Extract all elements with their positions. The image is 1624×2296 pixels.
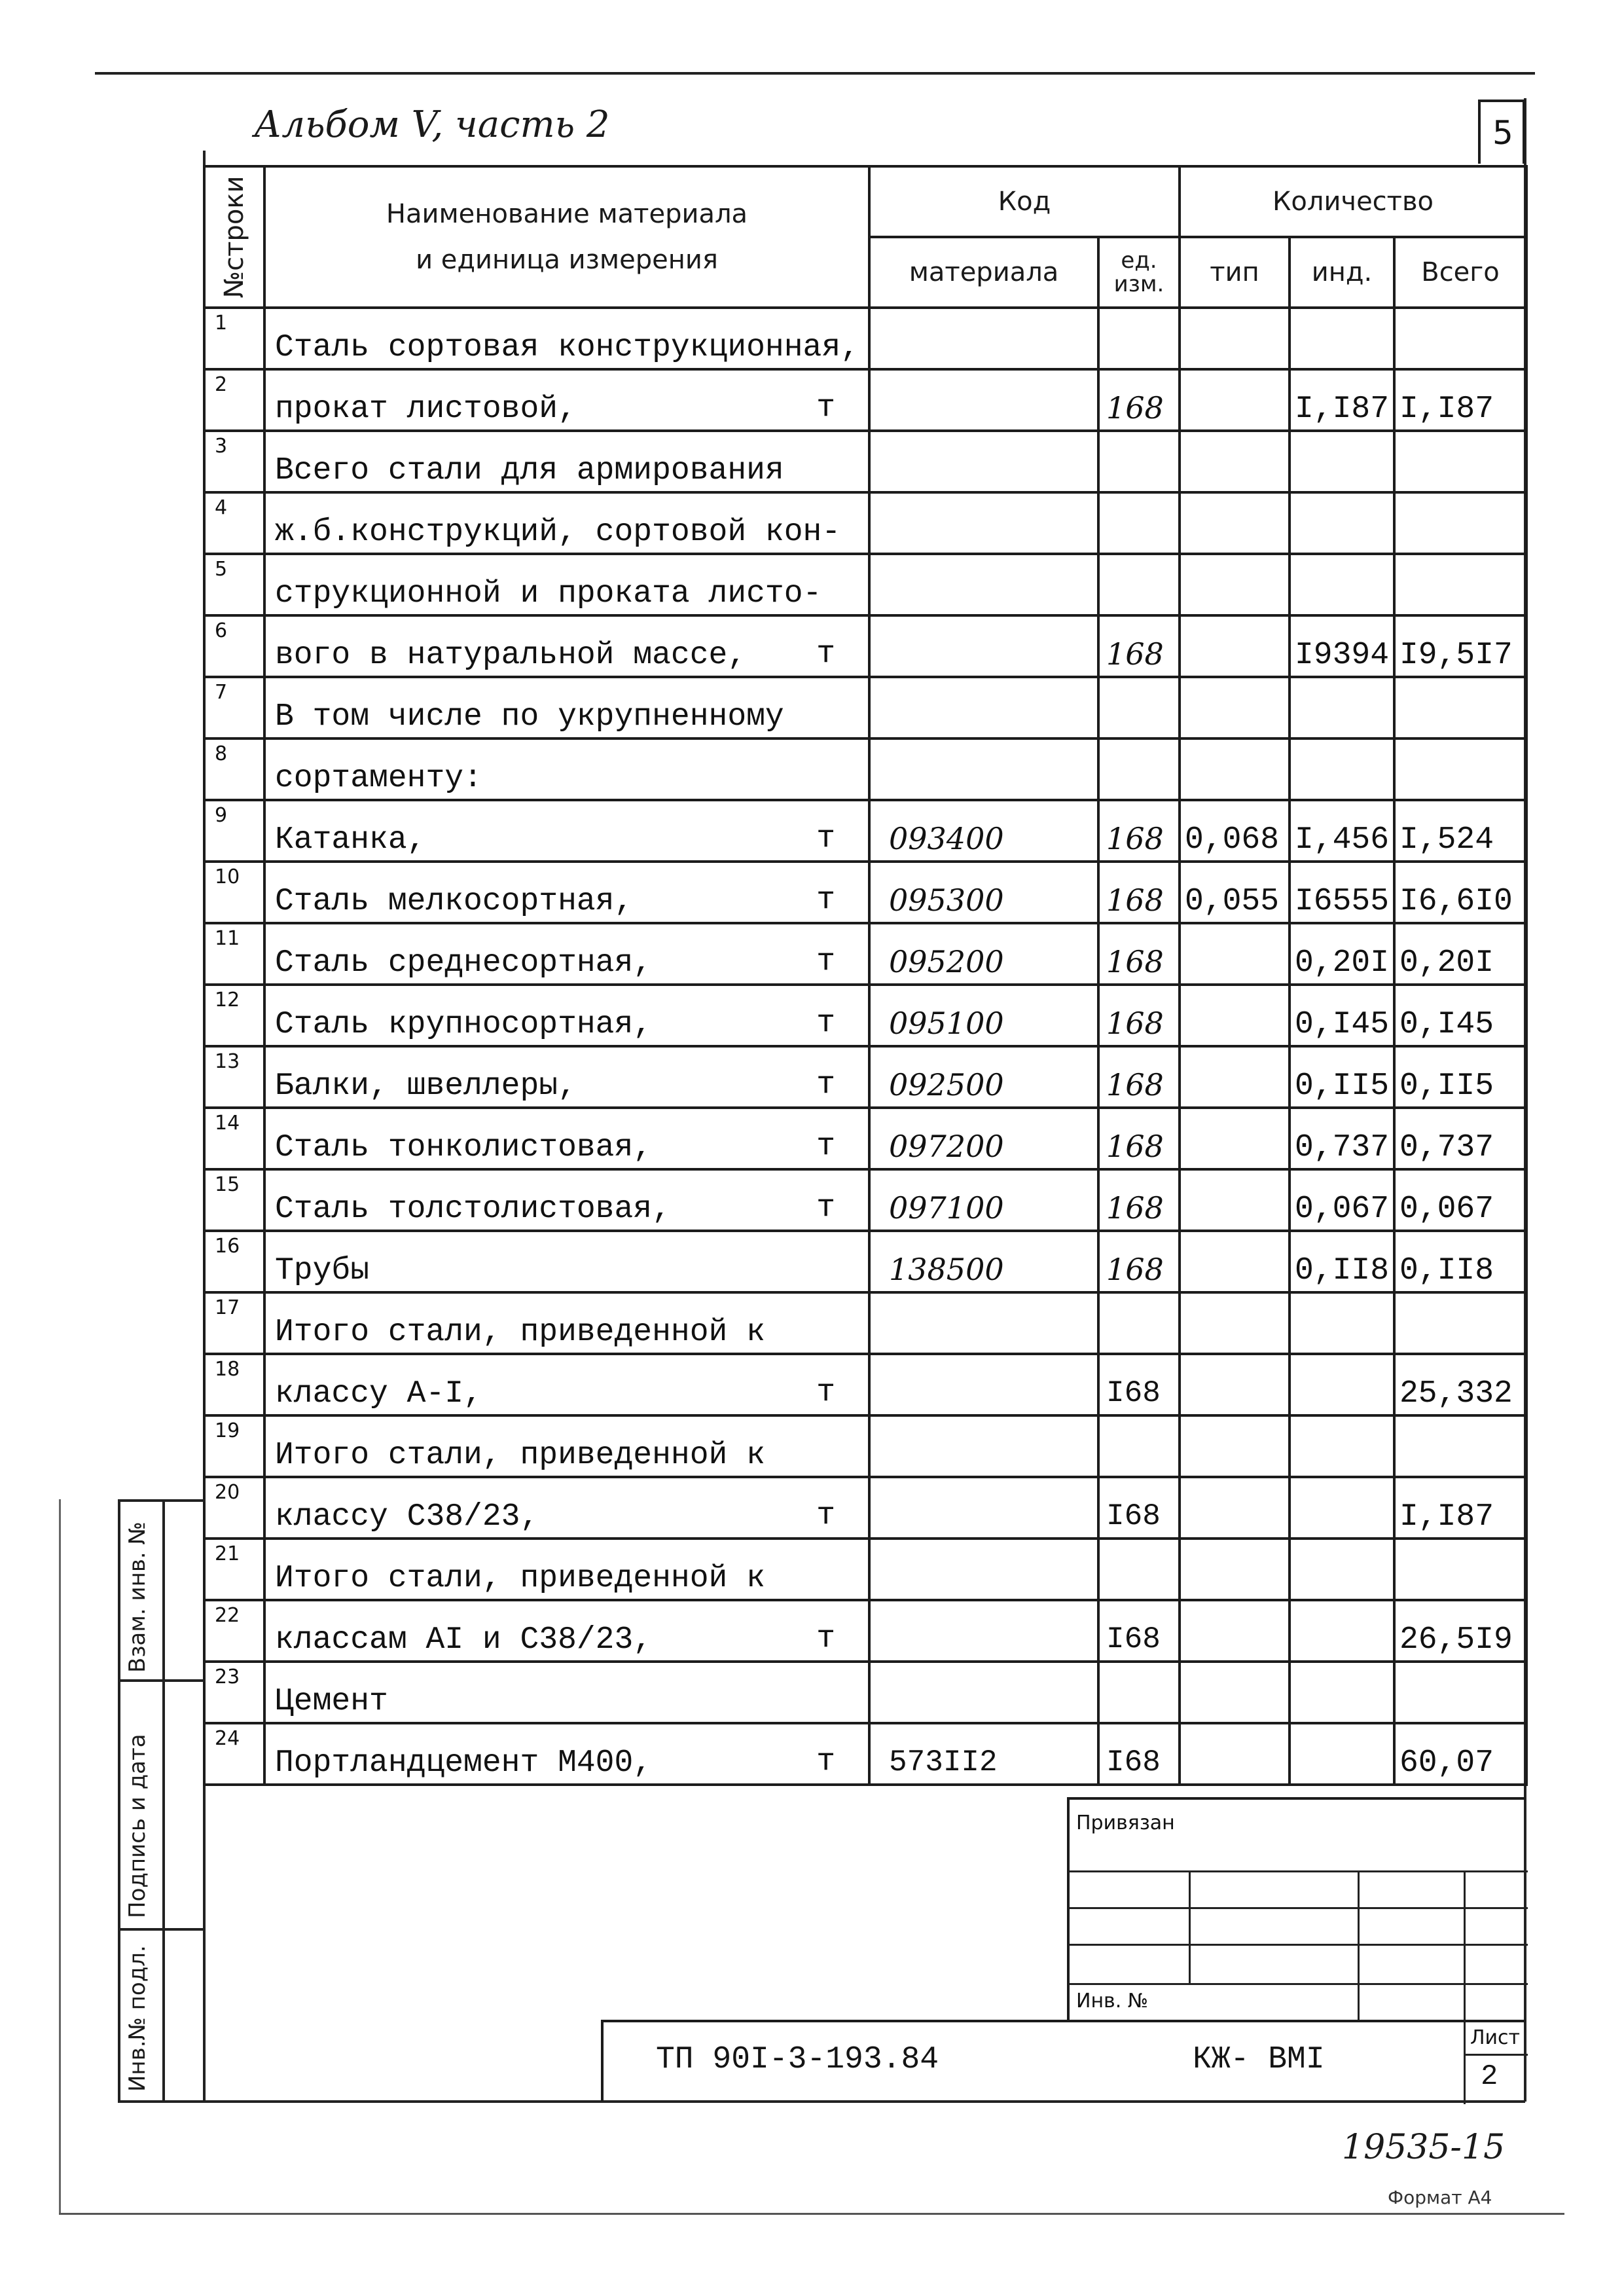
material-name: Сталь сортовая конструкционная, [275,330,859,365]
name-header [264,166,869,308]
material-code-cell [869,1477,1098,1539]
material-name: Итого стали, приведенной к [275,1438,765,1473]
table-row [204,1292,1526,1354]
table-row [204,1169,1526,1231]
total-qty-header: Всего [1394,237,1526,308]
material-name-cell [264,1292,869,1354]
material-name: сортаменту: [275,761,482,796]
material-code-cell: 095200 [869,923,1098,985]
designation-block [601,2020,1525,2102]
row-number-cell: 22 [204,1600,264,1662]
material-name: Всего стали для армирования [275,453,784,488]
sign-date-label: Подпись и дата [124,1734,151,1918]
material-name-cell [264,308,869,369]
unit-code-cell [1098,1539,1180,1600]
unit-mark: т [816,944,835,979]
material-name: Итого стали, приведенной к [275,1561,765,1596]
material-name: классу С38/23, [275,1499,539,1535]
material-name: Цемент [275,1684,388,1719]
unit-mark: т [816,883,835,918]
row-number-cell: 15 [204,1169,264,1231]
total-qty-cell: I,I87 [1394,369,1526,431]
type-qty-cell [1180,1046,1290,1108]
table-row [204,738,1526,800]
material-name-cell [264,1046,869,1108]
table-row [204,1108,1526,1169]
type-qty-cell [1180,738,1290,800]
material-code-cell: 573II2 [869,1723,1098,1785]
unit-mark: т [816,1375,835,1410]
total-qty-cell [1394,738,1526,800]
inv-no-label: Инв. № [1076,1990,1149,2013]
total-qty-cell: I,I87 [1394,1477,1526,1539]
individual-qty-cell [1290,1539,1394,1600]
material-code-cell [869,431,1098,492]
material-name-cell [264,1231,869,1292]
sheet-number: 2 [1481,2060,1498,2093]
table-row [204,862,1526,923]
unit-code-cell: I68 [1098,1600,1180,1662]
table-row [204,308,1526,369]
replace-inv-label: Взам. инв. № [124,1522,151,1673]
material-code-cell: 097100 [869,1169,1098,1231]
row-number-cell: 10 [204,862,264,923]
unit-code-cell: 168 [1098,615,1180,677]
row-number-cell: 2 [204,369,264,431]
individual-qty-cell: I6555 [1290,862,1394,923]
row-number-cell: 4 [204,492,264,554]
material-code-header: материала [869,237,1098,308]
individual-qty-cell [1290,738,1394,800]
total-qty-cell [1394,308,1526,369]
material-name-cell [264,431,869,492]
material-name-cell [264,1169,869,1231]
table-row [204,369,1526,431]
table-row [204,615,1526,677]
total-qty-cell: 0,067 [1394,1169,1526,1231]
table-row [204,1415,1526,1477]
individual-qty-cell [1290,1477,1394,1539]
material-code-cell [869,1600,1098,1662]
total-qty-cell: 0,II8 [1394,1231,1526,1292]
material-code-cell [869,308,1098,369]
unit-code-header: ед. изм. [1098,237,1180,308]
unit-code-cell: I68 [1098,1354,1180,1415]
material-name-cell [264,738,869,800]
tb-v2 [1358,1870,1360,2022]
individual-qty-cell [1290,308,1394,369]
type-qty-cell [1180,1539,1290,1600]
material-code-cell: 138500 [869,1231,1098,1292]
top-border-line [95,72,1535,75]
sheet-left-dashed [59,1499,61,2213]
material-name-cell [264,1354,869,1415]
material-name: Балки, швеллеры, [275,1068,577,1104]
tb-h2 [1070,1907,1528,1909]
tb-v1 [1189,1870,1191,1983]
material-name-cell [264,554,869,615]
material-name-cell [264,677,869,738]
individual-qty-cell [1290,1600,1394,1662]
sheet-code: КЖ- ВМI [1193,2042,1325,2077]
row-number-cell: 13 [204,1046,264,1108]
type-qty-cell [1180,923,1290,985]
material-code-cell: 097200 [869,1108,1098,1169]
individual-qty-cell: I,456 [1290,800,1394,862]
total-qty-cell: I,524 [1394,800,1526,862]
type-qty-cell [1180,431,1290,492]
total-qty-cell: 0,20I [1394,923,1526,985]
type-qty-cell [1180,1292,1290,1354]
individual-qty-cell: I9394 [1290,615,1394,677]
table-row [204,492,1526,554]
sheet-cell-left [1464,2022,1466,2104]
unit-code-cell [1098,1292,1180,1354]
material-code-cell: 095300 [869,862,1098,923]
privyazan-block [1067,1797,1525,2020]
tb-h3 [1070,1944,1528,1946]
material-code-cell: 093400 [869,800,1098,862]
unit-code-cell: 168 [1098,800,1180,862]
type-qty-cell [1180,369,1290,431]
material-code-cell [869,1662,1098,1723]
type-qty-cell [1180,985,1290,1046]
unit-mark: т [816,1498,835,1533]
material-name: прокат листовой, [275,392,577,427]
unit-code-cell [1098,1415,1180,1477]
individual-qty-cell [1290,1415,1394,1477]
total-qty-cell: 0,II5 [1394,1046,1526,1108]
unit-code-cell [1098,1662,1180,1723]
material-code-cell: 092500 [869,1046,1098,1108]
material-name-cell [264,1662,869,1723]
table-row [204,1723,1526,1785]
material-name: ж.б.конструкций, сортовой кон- [275,515,841,550]
material-name: Сталь среднесортная, [275,945,653,981]
unit-mark: т [816,1621,835,1656]
material-name-cell [264,492,869,554]
row-number-cell: 9 [204,800,264,862]
material-name-cell [264,923,869,985]
archive-number: 19535-15 [1342,2128,1506,2167]
material-name: Сталь крупносортная, [275,1007,653,1042]
tb-h4 [1070,1983,1528,1985]
table-row [204,1354,1526,1415]
unit-code-cell: 168 [1098,1169,1180,1231]
individual-qty-cell [1290,1662,1394,1723]
type-qty-cell [1180,1477,1290,1539]
table-row [204,1600,1526,1662]
type-qty-cell [1180,615,1290,677]
individual-qty-cell: 0,II5 [1290,1046,1394,1108]
unit-code-cell: 168 [1098,1046,1180,1108]
total-qty-cell: I6,6I0 [1394,862,1526,923]
row-number-cell: 16 [204,1231,264,1292]
individual-qty-cell: 0,737 [1290,1108,1394,1169]
material-name: вого в натуральной массе, [275,638,747,673]
total-qty-cell [1394,1292,1526,1354]
type-qty-cell: 0,055 [1180,862,1290,923]
side-stamp-sep-1 [118,1679,206,1682]
table-row [204,800,1526,862]
individual-qty-cell: 0,20I [1290,923,1394,985]
row-number-cell: 1 [204,308,264,369]
material-name-cell [264,1600,869,1662]
privyazan-label: Привязан [1076,1812,1175,1834]
row-number-cell: 14 [204,1108,264,1169]
unit-mark: т [816,1190,835,1226]
type-qty-cell [1180,554,1290,615]
unit-code-cell: 168 [1098,923,1180,985]
material-name: Трубы [275,1253,370,1288]
page-number: 5 [1492,114,1513,152]
material-name-cell [264,985,869,1046]
type-qty-header: тип [1180,237,1290,308]
material-name: струкционной и проката листо- [275,576,822,611]
type-qty-cell [1180,677,1290,738]
table-row [204,677,1526,738]
type-qty-cell [1180,1723,1290,1785]
individual-qty-cell: 0,II8 [1290,1231,1394,1292]
table-row [204,1231,1526,1292]
material-code-cell [869,369,1098,431]
row-number-cell: 6 [204,615,264,677]
unit-code-cell: 168 [1098,985,1180,1046]
row-number-cell: 11 [204,923,264,985]
unit-code-cell: I68 [1098,1723,1180,1785]
row-number-cell: 8 [204,738,264,800]
material-name-cell [264,615,869,677]
material-name: Итого стали, приведенной к [275,1315,765,1350]
table-row [204,923,1526,985]
unit-code-cell: 168 [1098,1231,1180,1292]
material-code-cell: 095100 [869,985,1098,1046]
total-qty-cell: I9,5I7 [1394,615,1526,677]
unit-code-cell [1098,738,1180,800]
type-qty-cell [1180,1354,1290,1415]
page-number-box [1478,100,1525,164]
material-code-cell [869,738,1098,800]
doc-code: ТП 90I-3-193.84 [656,2042,939,2077]
unit-code-cell: 168 [1098,862,1180,923]
row-number-cell: 7 [204,677,264,738]
material-name: Сталь мелкосортная, [275,884,634,919]
material-name: В том числе по укрупненному [275,699,784,735]
row-number-cell: 19 [204,1415,264,1477]
side-stamp-top-line [118,1499,206,1502]
material-code-cell [869,554,1098,615]
unit-code-cell [1098,677,1180,738]
individual-qty-cell [1290,677,1394,738]
unit-code-cell: 168 [1098,1108,1180,1169]
type-qty-cell [1180,1231,1290,1292]
total-qty-cell: 60,07 [1394,1723,1526,1785]
tb-h1 [1070,1870,1528,1872]
unit-code-cell: 168 [1098,369,1180,431]
unit-code-cell [1098,431,1180,492]
tb-v3 [1464,1870,1466,2022]
row-number-cell: 21 [204,1539,264,1600]
individual-qty-cell: 0,067 [1290,1169,1394,1231]
table-row [204,431,1526,492]
material-name: классу А-I, [275,1376,482,1412]
row-number-cell: 12 [204,985,264,1046]
table-row [204,985,1526,1046]
side-stamp-sep-2 [118,1928,206,1931]
name-header-line1: Наименование материала [386,199,748,229]
code-group-header: Код [869,166,1180,237]
individual-qty-cell: 0,I45 [1290,985,1394,1046]
total-qty-cell [1394,492,1526,554]
row-number-cell: 3 [204,431,264,492]
unit-code-cell [1098,492,1180,554]
row-number-cell: 24 [204,1723,264,1785]
name-header-line2: и единица измерения [416,245,718,275]
individual-qty-cell [1290,1292,1394,1354]
total-qty-cell [1394,677,1526,738]
materials-table [203,165,1528,1786]
table-row [204,554,1526,615]
side-stamp-outer-line [118,1499,120,2102]
material-code-cell [869,1415,1098,1477]
material-name-cell [264,862,869,923]
sheet-label: Лист [1470,2026,1521,2049]
side-stamp-inner-line [162,1499,165,2102]
material-name-cell [264,1723,869,1785]
material-name-cell [264,800,869,862]
unit-mark: т [816,1744,835,1779]
material-code-cell [869,492,1098,554]
row-number-cell: 23 [204,1662,264,1723]
total-qty-cell [1394,554,1526,615]
unit-mark: т [816,390,835,426]
table-row [204,1662,1526,1723]
total-qty-cell [1394,1539,1526,1600]
inv-orig-label: Инв.№ подл. [124,1945,151,2092]
material-name: Сталь тонколистовая, [275,1130,653,1165]
individual-qty-cell [1290,492,1394,554]
unit-mark: т [816,636,835,672]
unit-code-cell: I68 [1098,1477,1180,1539]
material-name: Катанка, [275,822,426,858]
sheet-cell-mid [1464,2054,1528,2056]
individual-qty-cell [1290,554,1394,615]
row-number-header: №строки [204,166,264,308]
format-label: Формат А4 [1388,2187,1492,2208]
material-code-cell [869,615,1098,677]
material-name-cell [264,1477,869,1539]
material-name-cell [264,1539,869,1600]
row-number-cell: 17 [204,1292,264,1354]
type-qty-cell [1180,492,1290,554]
material-code-cell [869,677,1098,738]
material-code-cell [869,1354,1098,1415]
individual-qty-cell: I,I87 [1290,369,1394,431]
unit-code-cell [1098,308,1180,369]
material-name-cell [264,1108,869,1169]
table-row [204,1046,1526,1108]
material-name-cell [264,369,869,431]
individual-qty-cell [1290,1723,1394,1785]
row-number-cell: 20 [204,1477,264,1539]
sheet-bottom-dashed [59,2213,1564,2215]
type-qty-cell [1180,1108,1290,1169]
total-qty-cell: 0,737 [1394,1108,1526,1169]
quantity-group-header: Количество [1180,166,1526,237]
unit-mark: т [816,1129,835,1164]
material-code-cell [869,1539,1098,1600]
type-qty-cell [1180,1662,1290,1723]
type-qty-cell [1180,308,1290,369]
unit-mark: т [816,821,835,856]
total-qty-cell [1394,431,1526,492]
type-qty-cell [1180,1169,1290,1231]
total-qty-cell: 26,5I9 [1394,1600,1526,1662]
individual-qty-cell [1290,1354,1394,1415]
table-row [204,1477,1526,1539]
unit-mark: т [816,1067,835,1102]
total-qty-cell [1394,1415,1526,1477]
individual-qty-cell [1290,431,1394,492]
type-qty-cell [1180,1415,1290,1477]
row-number-cell: 18 [204,1354,264,1415]
total-qty-cell [1394,1662,1526,1723]
unit-code-cell [1098,554,1180,615]
row-number-cell: 5 [204,554,264,615]
individual-qty-header: инд. [1290,237,1394,308]
material-name-cell [264,1415,869,1477]
type-qty-cell: 0,068 [1180,800,1290,862]
unit-mark: т [816,1006,835,1041]
type-qty-cell [1180,1600,1290,1662]
material-name: классам АI и С38/23, [275,1622,653,1658]
table-row [204,1539,1526,1600]
material-code-cell [869,1292,1098,1354]
album-note: Альбом V, часть 2 [254,103,610,146]
total-qty-cell: 0,I45 [1394,985,1526,1046]
material-name: Портландцемент М400, [275,1745,653,1781]
material-name: Сталь толстолистовая, [275,1192,671,1227]
total-qty-cell: 25,332 [1394,1354,1526,1415]
